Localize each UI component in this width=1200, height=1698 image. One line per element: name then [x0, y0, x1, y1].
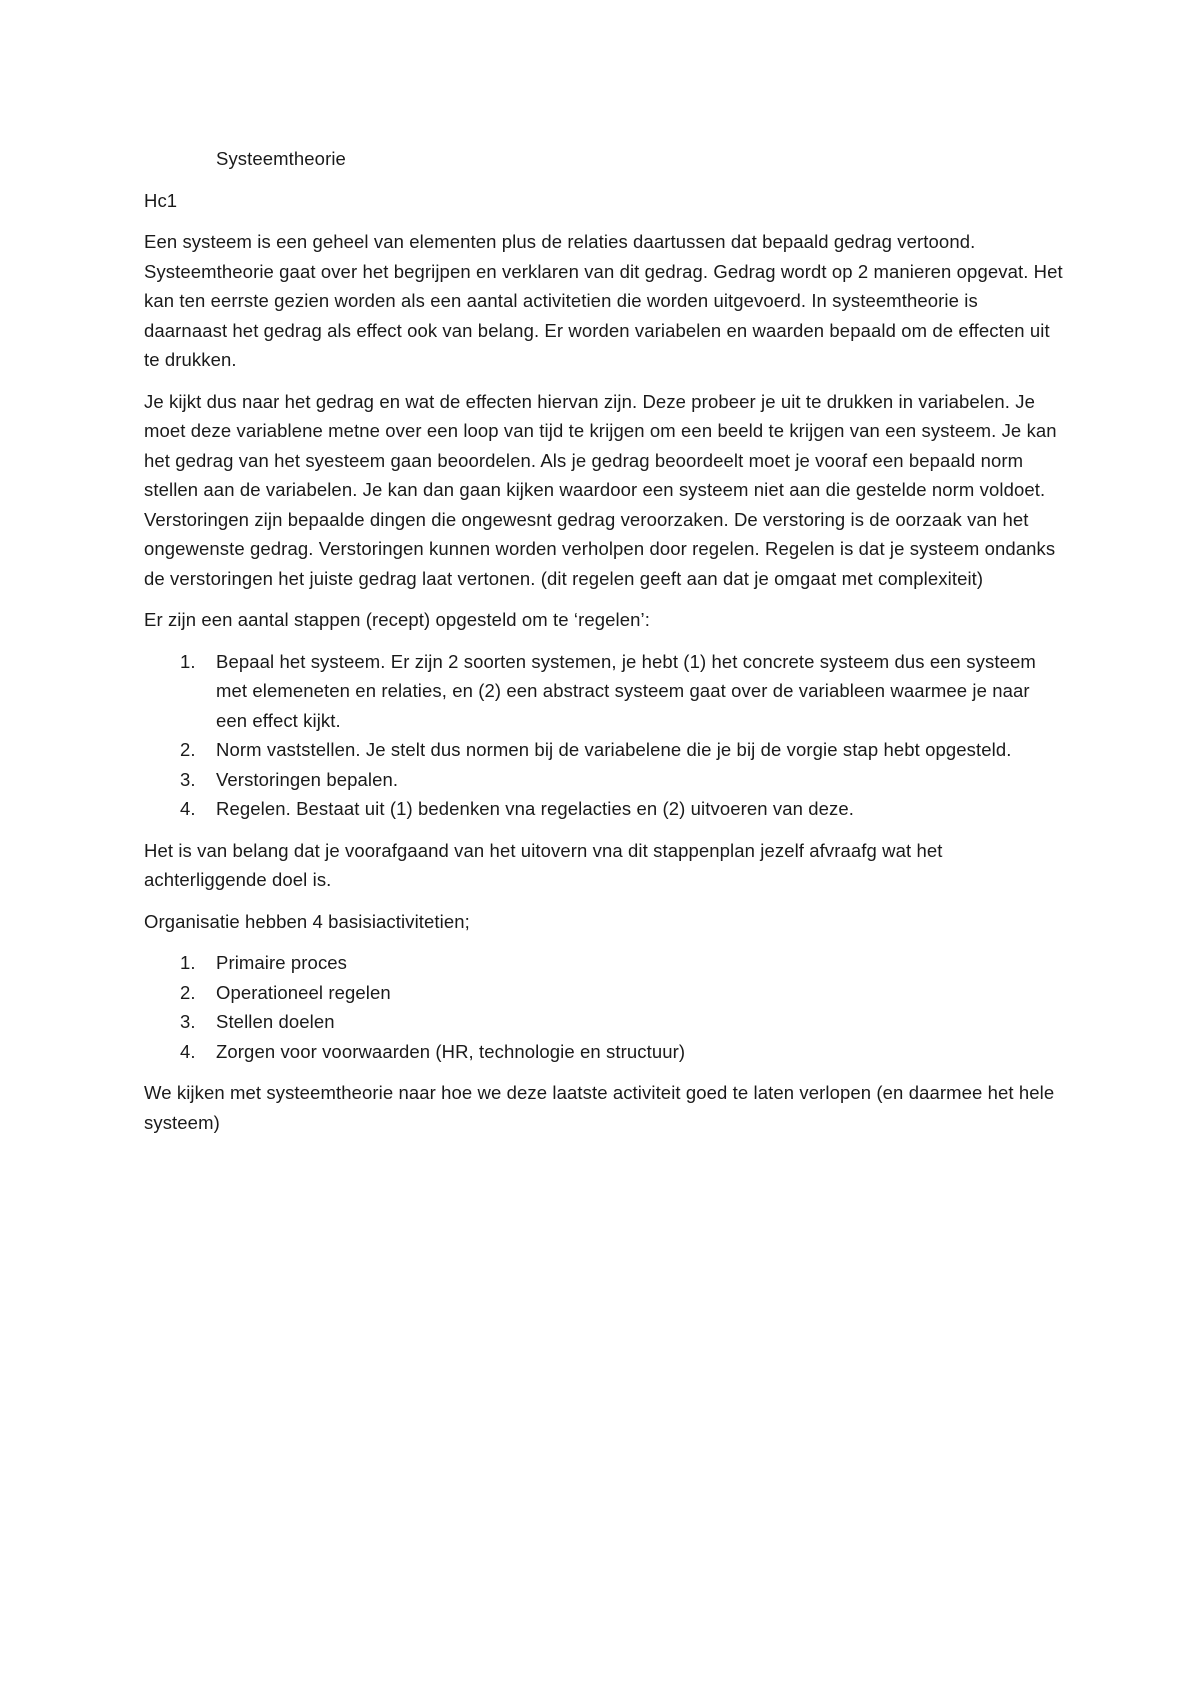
list-item-text: Zorgen voor voorwaarden (HR, technologie en structuur) — [216, 1040, 686, 1062]
list-item-number: 2. — [180, 739, 196, 760]
list-item — [144, 735, 1064, 765]
document-body — [144, 144, 1064, 1149]
list-item — [144, 948, 1064, 978]
list-item-number: 1. — [180, 952, 196, 973]
paragraph-activities-intro: Organisatie hebben 4 basisiactivitetien; — [144, 910, 470, 932]
paragraph-goal-note: Het is van belang dat je voorafgaand van het uitovern vna dit stappenplan jezelf afvraafg wat het achterliggende doel is. — [144, 839, 943, 890]
activities-list — [144, 948, 1064, 1066]
paragraph-steps-intro: Er zijn een aantal stappen (recept) opgesteld om te ‘regelen’: — [144, 609, 650, 630]
document-title: Systeemtheorie — [216, 148, 346, 169]
list-item-number: 2. — [180, 981, 196, 1003]
list-item-text: Stellen doelen — [216, 1011, 335, 1032]
list-item — [144, 765, 1064, 795]
list-item — [144, 794, 1064, 824]
list-item-number: 1. — [180, 650, 196, 672]
paragraph-behavior-effects: Je kijkt dus naar het gedrag en wat de effecten hiervan zijn. Deze probeer je uit te drukken in variabelen. Je moet deze variablene metne over een loop van tijd te krijgen om een beeld te krijgen van een systeem. Je kan het gedrag van het syesteem gaan beoordelen. Als je gedrag beoordeelt moet je vooraf een bepaald norm stellen aan de variabelen. Je kan dan gaan kijken waardoor een systeem niet aan die gestelde norm voldoet. Verstoringen zijn bepaalde dingen die ongewesnt gedrag veroorzaken. De verstoring is de oorzaak van het ongewenste gedrag. Verstoringen kunnen worden verholpen door regelen. Regelen is dat je systeem ondanks de verstoringen het juiste gedrag laat vertonen. (dit regelen geeft aan dat je omgaat met complexiteit) — [144, 390, 1057, 589]
list-item-number: 4. — [180, 1040, 196, 1062]
list-item-number: 3. — [180, 1011, 196, 1032]
list-item — [144, 1037, 1064, 1067]
list-item-text: Regelen. Bestaat uit (1) bedenken vna regelacties en (2) uitvoeren van deze. — [216, 798, 855, 819]
list-item-text: Bepaal het systeem. Er zijn 2 soorten systemen, je hebt (1) het concrete systeem dus een systeem met elemeneten en relaties, en (2) een abstract systeem gaat over de variableen waarmee je naar een effect kijkt. — [216, 650, 1036, 731]
list-item — [144, 1007, 1064, 1037]
paragraph-conclusion: We kijken met systeemtheorie naar hoe we deze laatste activiteit goed te laten verlopen (en daarmee het hele systeem) — [144, 1082, 1055, 1133]
list-item-number: 4. — [180, 798, 196, 819]
list-item — [144, 978, 1064, 1008]
list-item-text: Verstoringen bepalen. — [216, 768, 399, 790]
list-item — [144, 647, 1064, 736]
list-item-text: Operationeel regelen — [216, 981, 391, 1003]
list-item-text: Norm vaststellen. Je stelt dus normen bij de variabelene die je bij de vorgie stap hebt opgesteld. — [216, 739, 1012, 760]
paragraph-system-definition: Een systeem is een geheel van elementen plus de relaties daartussen dat bepaald gedrag vertoond. Systeemtheorie gaat over het begrijpen en verklaren van dit gedrag. Gedrag wordt op 2 manieren opgevat. Het kan ten eerrste gezien worden als een aantal activitetien die worden uitgevoerd. In systeemtheorie is daarnaast het gedrag als effect ook van belang. Er worden variabelen en waarden bepaald om de effecten uit te drukken. — [144, 231, 1063, 370]
list-item-number: 3. — [180, 768, 196, 790]
list-item-text: Primaire proces — [216, 952, 348, 973]
steps-list — [144, 647, 1064, 824]
section-heading: Hc1 — [144, 189, 178, 211]
